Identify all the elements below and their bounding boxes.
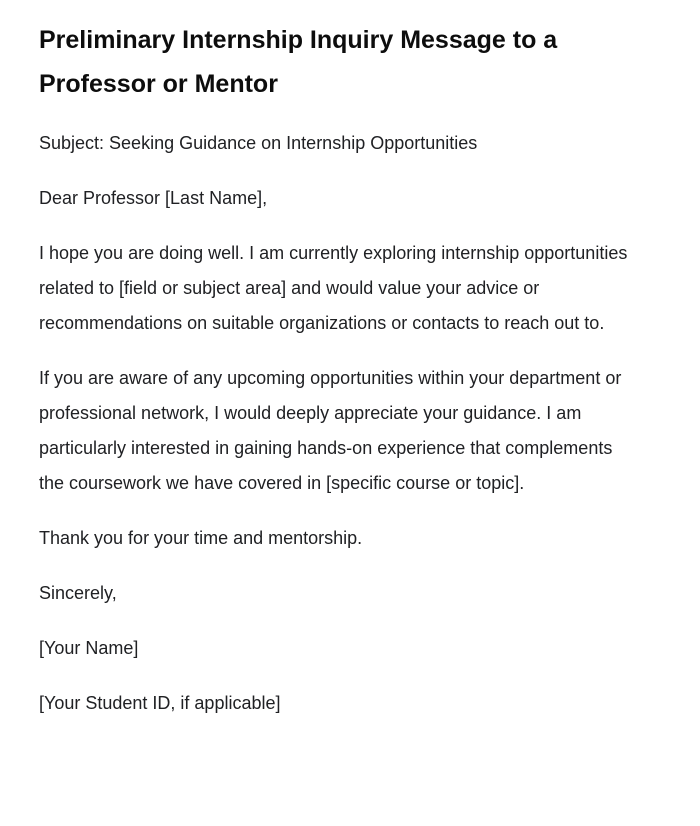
subject-line: Subject: Seeking Guidance on Internship Opportunities bbox=[39, 133, 478, 153]
page-title: Preliminary Internship Inquiry Message to a Professor or Mentor bbox=[39, 26, 558, 98]
thanks-line: Thank you for your time and mentorship. bbox=[39, 528, 363, 548]
signature-student-id-placeholder: [Your Student ID, if applicable] bbox=[39, 693, 281, 713]
signature-name-placeholder: [Your Name] bbox=[39, 638, 139, 658]
closing: Sincerely, bbox=[39, 583, 117, 603]
salutation: Dear Professor [Last Name], bbox=[39, 188, 268, 208]
body-paragraph-1: I hope you are doing well. I am currently exploring internship opportunities related to [field or subject area] and would value your advice or recommendations on suitable organizations or contacts to reach out to. bbox=[39, 243, 628, 333]
body-paragraph-2: If you are aware of any upcoming opportunities within your department or professional network, I would deeply appreciate your guidance. I am particularly interested in gaining hands-on experience that complements the coursework we have covered in [specific course or topic]. bbox=[39, 368, 622, 493]
